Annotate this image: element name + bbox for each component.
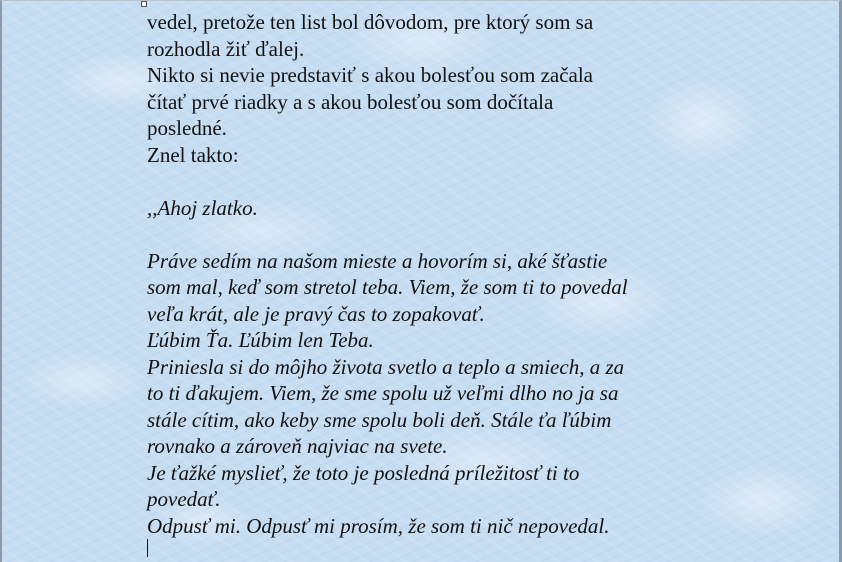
blank-line <box>147 168 717 195</box>
letter-line: Je ťažké myslieť, že toto je posledná príležitosť ti to <box>147 460 580 485</box>
text-line: čítať prvé riadky a s akou bolesťou som dočítala <box>147 89 554 114</box>
document-text[interactable] <box>147 9 717 539</box>
letter-line: stále cítim, ako keby sme spolu boli deň. Stále ťa ľúbim <box>147 407 612 432</box>
document-page[interactable] <box>2 1 839 562</box>
text-line: posledné. <box>147 116 227 140</box>
letter-line: som mal, keď som stretol teba. Viem, že som ti to povedal <box>147 275 628 299</box>
letter-line: Ľúbim Ťa. Ľúbim len Teba. <box>147 328 374 352</box>
text-line: vedel, pretože ten list bol dôvodom, pre ktorý som sa <box>147 10 594 34</box>
letter-line: veľa krát, ale je pravý čas to zopakovať. <box>147 301 485 326</box>
letter-line: Práve sedím na našom mieste a hovorím si, aké šťastie <box>147 248 608 273</box>
text-cursor <box>147 539 148 557</box>
text-boundary-marker <box>141 1 147 7</box>
text-line: rozhodla žiť ďalej. <box>147 36 305 61</box>
letter-line: Odpusť mi. Odpusť mi prosím, že som ti nič nepovedal. <box>147 513 610 538</box>
letter-line: to ti ďakujem. Viem, že sme spolu už veľmi dlho no ja sa <box>147 381 619 405</box>
letter-line: povedať. <box>147 487 221 511</box>
letter-greeting: ,,Ahoj zlatko. <box>147 195 258 220</box>
text-line: Nikto si nevie predstaviť s akou bolesťou som začala <box>147 63 594 87</box>
text-line: Znel takto: <box>147 142 239 167</box>
letter-line: Priniesla si do môjho života svetlo a teplo a smiech, a za <box>147 354 625 379</box>
blank-line <box>147 221 717 248</box>
letter-line: rovnako a zároveň najviac na svete. <box>147 434 448 458</box>
